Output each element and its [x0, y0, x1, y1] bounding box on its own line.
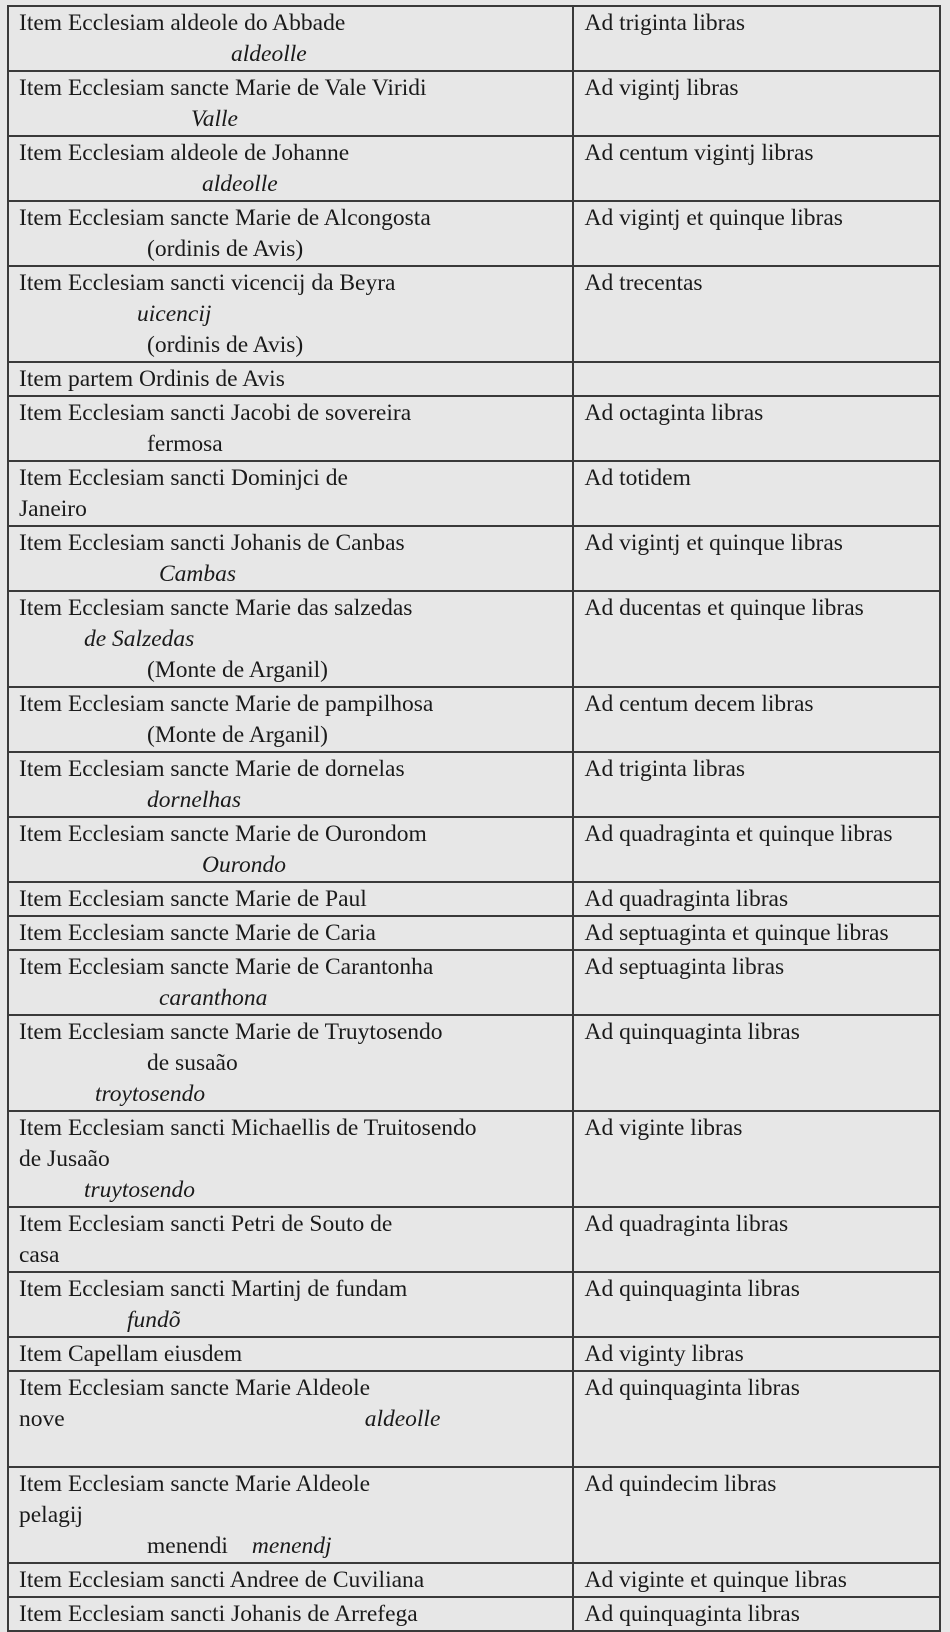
amount-cell: Ad quindecim libras [573, 1467, 940, 1563]
church-cell [8, 916, 573, 950]
church-name: Item Ecclesiam sancti Johanis de Arrefega [19, 1601, 418, 1627]
church-cell [8, 882, 573, 916]
church-name: Item Ecclesiam sancti Jacobi de sovereira [19, 400, 412, 426]
gloss-note: aldeolle [231, 41, 307, 67]
gloss-note: troytosendo [95, 1081, 206, 1107]
amount-cell: Ad septuaginta et quinque libras [573, 916, 940, 950]
table-row [8, 591, 940, 687]
order-note: (ordinis de Avis) [147, 332, 304, 358]
church-cell [8, 6, 573, 71]
table-row [8, 1467, 940, 1563]
amount-cell [573, 362, 940, 396]
table-row [8, 752, 940, 817]
table-row [8, 1597, 940, 1631]
amount-cell: Ad octaginta libras [573, 396, 940, 461]
church-cell [8, 752, 573, 817]
church-name-continued-2: menendi [147, 1533, 228, 1559]
table-row [8, 136, 940, 201]
gloss-note: Ourondo [202, 852, 286, 878]
church-name: Item Ecclesiam sancte Marie de Ourondom [19, 821, 427, 847]
church-cell [8, 71, 573, 136]
church-cell [8, 1371, 573, 1467]
church-name-continued: fermosa [147, 431, 223, 457]
amount-cell: Ad quinquaginta libras [573, 1272, 940, 1337]
order-note: (Monte de Arganil) [147, 657, 329, 683]
church-name: Item Ecclesiam sancti vicencij da Beyra [19, 270, 396, 296]
church-name: Item Ecclesiam sancte Marie das salzedas [19, 595, 413, 621]
amount-cell: Ad viginte libras [573, 1111, 940, 1207]
table-row [8, 396, 940, 461]
church-cell [8, 591, 573, 687]
church-name-continued: de Jusaão [19, 1146, 110, 1172]
church-cell [8, 1467, 573, 1563]
church-name: Item Ecclesiam sancti Andree de Cuviliana [19, 1567, 425, 1593]
church-cell [8, 1272, 573, 1337]
table-row [8, 1272, 940, 1337]
church-cell [8, 266, 573, 362]
table-row [8, 1563, 940, 1597]
church-cell [8, 396, 573, 461]
table-row [8, 266, 940, 362]
amount-cell: Ad vigintj et quinque libras [573, 201, 940, 266]
amount-cell: Ad septuaginta libras [573, 950, 940, 1015]
church-cell [8, 136, 573, 201]
amount-cell: Ad totidem [573, 461, 940, 526]
gloss-note: dornelhas [147, 787, 241, 813]
church-cell [8, 687, 573, 752]
amount-cell: Ad quinquaginta libras [573, 1597, 940, 1631]
church-cell [8, 950, 573, 1015]
gloss-note: menendj [251, 1533, 332, 1559]
church-cell [8, 362, 573, 396]
gloss-note: fundõ [127, 1307, 181, 1333]
church-cell [8, 1597, 573, 1631]
amount-cell: Ad centum vigintj libras [573, 136, 940, 201]
church-name: Item Ecclesiam sancti Dominjci de [19, 465, 348, 491]
church-cell [8, 1563, 573, 1597]
table-row [8, 1111, 940, 1207]
church-name: Item Ecclesiam sancte Marie de Truytosendo [19, 1019, 443, 1045]
church-name-continued: pelagij [19, 1502, 83, 1528]
table-row [8, 201, 940, 266]
church-name: Item Ecclesiam sancte Marie de Paul [19, 886, 367, 912]
table-row [8, 526, 940, 591]
table-row [8, 6, 940, 71]
table-row [8, 461, 940, 526]
amount-cell: Ad quadraginta libras [573, 882, 940, 916]
amount-cell: Ad viginte et quinque libras [573, 1563, 940, 1597]
table-row [8, 1207, 940, 1272]
amount-cell: Ad trecentas [573, 266, 940, 362]
church-name-continued: nove [19, 1406, 65, 1432]
church-name: Item Ecclesiam sancte Marie de Vale Viridi [19, 75, 427, 101]
table-row [8, 1015, 940, 1111]
church-name: Item Ecclesiam sancte Marie de Caria [19, 920, 376, 946]
church-cell [8, 201, 573, 266]
church-name-continued-line [19, 1404, 568, 1435]
table-row [8, 687, 940, 752]
amount-cell: Ad vigintj et quinque libras [573, 526, 940, 591]
table-row [8, 362, 940, 396]
amount-cell: Ad quadraginta libras [573, 1207, 940, 1272]
gloss-note: aldeolle [364, 1406, 441, 1432]
church-name: Item Ecclesiam sancte Marie de Carantonha [19, 954, 434, 980]
church-cell [8, 1111, 573, 1207]
gloss-note: Valle [191, 106, 238, 132]
church-cell [8, 817, 573, 882]
church-name-continued: de susaão [147, 1050, 238, 1076]
church-name: Item Capellam eiusdem [19, 1341, 243, 1367]
gloss-note: uicencij [137, 301, 212, 327]
church-name: Item Ecclesiam sancte Marie Aldeole [19, 1375, 371, 1401]
church-name: Item Ecclesiam sancti Martinj de fundam [19, 1276, 408, 1302]
church-name: Item Ecclesiam aldeole do Abbade [19, 10, 346, 36]
gloss-note: caranthona [159, 985, 268, 1011]
church-cell [8, 461, 573, 526]
table-row [8, 916, 940, 950]
church-cell [8, 1015, 573, 1111]
church-name: Item Ecclesiam sancte Marie de Alcongosta [19, 205, 431, 231]
blank-line [19, 1435, 568, 1466]
order-note: (Monte de Arganil) [147, 722, 329, 748]
order-note: (ordinis de Avis) [147, 236, 304, 262]
church-name: Item Ecclesiam sancti Michaellis de Truitosendo [19, 1115, 477, 1141]
table-row [8, 1371, 940, 1467]
church-cell [8, 1337, 573, 1371]
amount-cell: Ad vigintj libras [573, 71, 940, 136]
church-name: Item Ecclesiam sancte Marie de pampilhosa [19, 691, 434, 717]
church-cell [8, 526, 573, 591]
church-name: Item Ecclesiam sancte Marie de dornelas [19, 756, 405, 782]
church-name: Item Ecclesiam sancti Johanis de Canbas [19, 530, 405, 556]
church-name: Item Ecclesiam sancte Marie Aldeole [19, 1471, 371, 1497]
amount-cell: Ad quadraginta et quinque libras [573, 817, 940, 882]
table-row [8, 1337, 940, 1371]
table-row [8, 882, 940, 916]
gloss-note: Cambas [159, 561, 237, 587]
church-name-continued-line [19, 1531, 568, 1562]
church-valuation-table [7, 5, 941, 1632]
gloss-note: truytosendo [84, 1177, 195, 1203]
table-row [8, 71, 940, 136]
church-name: Item Ecclesiam sancti Petri de Souto de [19, 1211, 393, 1237]
amount-cell: Ad triginta libras [573, 752, 940, 817]
amount-cell: Ad triginta libras [573, 6, 940, 71]
amount-cell: Ad quinquaginta libras [573, 1015, 940, 1111]
amount-cell: Ad centum decem libras [573, 687, 940, 752]
gloss-note: de Salzedas [84, 626, 195, 652]
amount-cell: Ad viginty libras [573, 1337, 940, 1371]
gloss-note: aldeolle [202, 171, 278, 197]
amount-cell: Ad ducentas et quinque libras [573, 591, 940, 687]
church-name-continued: casa [19, 1242, 60, 1268]
church-cell [8, 1207, 573, 1272]
church-name-continued: Janeiro [19, 496, 87, 522]
church-name: Item partem Ordinis de Avis [19, 366, 285, 392]
amount-cell: Ad quinquaginta libras [573, 1371, 940, 1467]
church-name: Item Ecclesiam aldeole de Johanne [19, 140, 350, 166]
table-row [8, 817, 940, 882]
table-row [8, 950, 940, 1015]
